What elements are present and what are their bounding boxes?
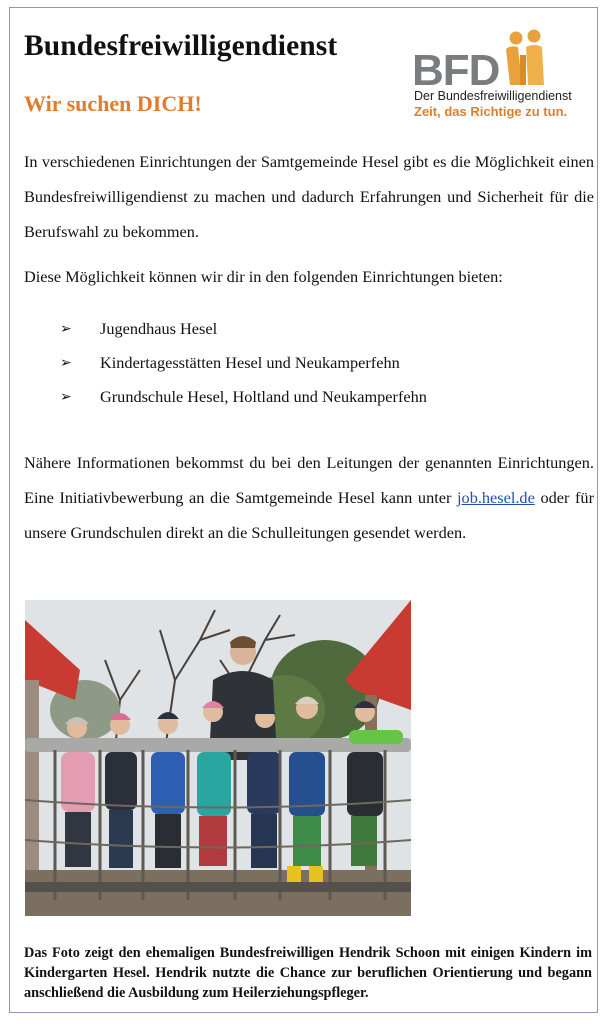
list-item-label: Jugendhaus Hesel xyxy=(100,319,218,338)
offer-paragraph: Diese Möglichkeit können wir dir in den folgenden Einrichtungen bieten: xyxy=(24,267,503,286)
photo-caption: Das Foto zeigt den ehemaligen Bundesfreiwilligen Hendrik Schoon mit einigen Kindern im Kindergarten Hesel. Hendrik nutzte die Chance zur beruflichen Orientierung und begann anschließend die Ausbildung zum Heilerziehungspfleger. xyxy=(24,945,592,1001)
group-photo-illustration xyxy=(25,600,411,916)
page-title: Bundesfreiwilligendienst xyxy=(24,30,338,62)
logo-letters: BFD xyxy=(412,46,500,95)
job-portal-link[interactable]: job.hesel.de xyxy=(457,488,535,507)
logo-slogan: Zeit, das Richtige zu tun. xyxy=(414,104,568,119)
page-subtitle: Wir suchen DICH! xyxy=(24,91,202,116)
arrow-bullet-icon: ➢ xyxy=(60,355,72,371)
logo-figures xyxy=(506,30,544,86)
list-item-label: Kindertagesstätten Hesel und Neukamperfehn xyxy=(100,353,400,372)
institution-list xyxy=(60,312,427,414)
list-item-label: Grundschule Hesel, Holtland und Neukamperfehn xyxy=(100,387,427,406)
info-text-end: oder für unsere Grundschulen direkt an die Schulleitungen gesendet werden. xyxy=(24,488,594,542)
info-text-start: Nähere Informationen bekommst du bei den Leitungen der genannten Einrichtungen. Eine Initiativbewerbung an die Samtgemeinde Hesel kann unter xyxy=(24,453,594,507)
info-paragraph xyxy=(24,445,594,550)
list-item xyxy=(60,346,427,380)
intro-paragraph: In verschiedenen Einrichtungen der Samtgemeinde Hesel gibt es die Möglichkeit einen Bundesfreiwilligendienst zu machen und dadurch Erfahrungen und Sicherheit für die Berufswahl zu bekommen. xyxy=(24,152,594,241)
arrow-bullet-icon: ➢ xyxy=(60,389,72,405)
list-item xyxy=(60,380,427,414)
list-item xyxy=(60,312,427,346)
arrow-bullet-icon: ➢ xyxy=(60,321,72,337)
logo-tagline: Der Bundesfreiwilligendienst xyxy=(414,89,572,103)
